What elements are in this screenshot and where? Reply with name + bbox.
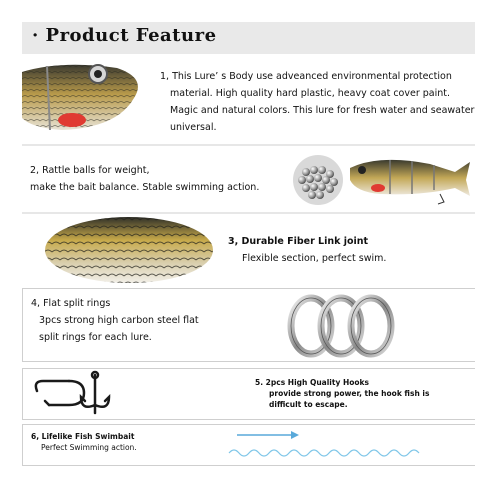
feature-6-panel <box>22 424 475 466</box>
feature-2-line-1: 2, Rattle balls for weight, <box>30 165 150 176</box>
feature-2-line-2: make the bait balance. Stable swimming action. <box>30 182 260 193</box>
rattle-balls-lure-image <box>290 150 470 210</box>
fish-lure-head-image <box>22 58 152 140</box>
feature-5-line-1: 5. 2pcs High Quality Hooks <box>255 378 369 387</box>
divider-2 <box>22 212 475 214</box>
swim-wave-icon <box>229 425 429 465</box>
feature-5-line-3: difficult to escape. <box>269 400 348 409</box>
feature-4-panel <box>22 288 475 362</box>
feature-1-line-2: material. High quality hard plastic, heavy coat cover paint. <box>170 88 450 99</box>
feature-3-panel <box>22 216 475 284</box>
treble-hooks-image <box>29 369 139 419</box>
header-bar <box>22 22 475 54</box>
feature-6-line-2: Perfect Swimming action. <box>41 443 137 452</box>
feature-4-line-2: 3pcs strong high carbon steel flat <box>39 315 199 326</box>
divider-1 <box>22 144 475 146</box>
feature-5-panel <box>22 368 475 420</box>
feature-4-line-1: 4, Flat split rings <box>31 298 111 309</box>
feature-4-line-3: split rings for each lure. <box>39 332 152 343</box>
feature-3-line-2: Flexible section, perfect swim. <box>242 253 387 264</box>
feature-1-line-4: universal. <box>170 122 217 133</box>
feature-1-line-3: Magic and natural colors. This lure for fresh water and seawater <box>170 105 475 116</box>
feature-6-line-1: 6, Lifelike Fish Swimbait <box>31 432 135 441</box>
feature-5-line-2: provide strong power, the hook fish is <box>269 389 430 398</box>
feature-1-panel <box>22 58 475 140</box>
feature-1-line-1: 1, This Lure’ s Body use adveanced environmental protection <box>160 71 452 82</box>
scale-pattern-image <box>44 216 214 284</box>
feature-2-panel <box>22 150 475 210</box>
split-rings-image <box>285 293 395 359</box>
page-title: · Product Feature <box>32 25 217 46</box>
feature-3-line-1: 3, Durable Fiber Link joint <box>228 236 369 247</box>
